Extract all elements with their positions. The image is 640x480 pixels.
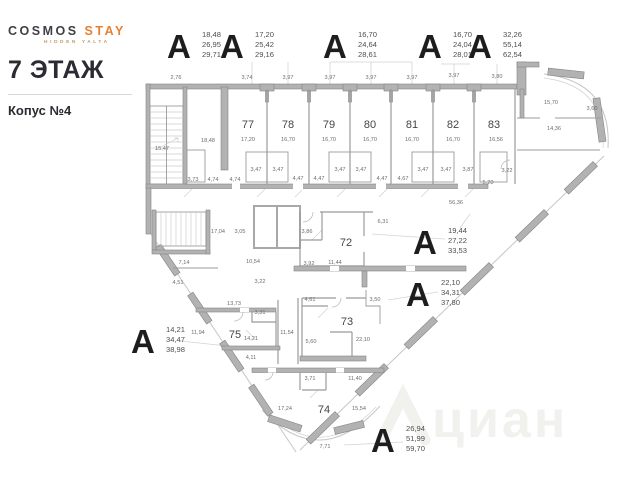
room-number-78: 78 — [281, 119, 295, 131]
dim-label: 14,36 — [547, 126, 561, 132]
header-divider — [8, 94, 132, 95]
dim-label: 3,86 — [301, 229, 313, 235]
dim-label: 3,87 — [462, 167, 474, 173]
room-number-73: 73 — [340, 316, 354, 328]
middle-walls — [196, 160, 510, 390]
dim-label: 17,04 — [211, 229, 225, 235]
logo — [8, 24, 158, 38]
unit-area: 28,01 — [453, 50, 473, 59]
unit-area: 29,16 — [255, 50, 275, 59]
unit-letter: А — [131, 323, 155, 360]
room-number-79: 79 — [322, 119, 336, 131]
room-number-74: 74 — [317, 404, 331, 416]
floor-title: 7 ЭТАЖ — [8, 56, 104, 84]
cian-watermark-text: циан — [432, 391, 569, 449]
dim-label: 7,71 — [319, 444, 331, 450]
dim-label: 4,47 — [292, 176, 304, 182]
unit-area: 26,95 — [202, 40, 222, 49]
dim-label: 15,47 — [155, 146, 169, 152]
room-number-82: 82 — [446, 119, 460, 131]
dim-label: 3,71 — [304, 376, 316, 382]
unit-letter: А — [371, 422, 395, 459]
dim-label: 3,60 — [586, 106, 598, 112]
dim-label: 4,11 — [245, 355, 257, 361]
unit-area: 18,48 — [202, 30, 222, 39]
unit-letter: А — [418, 28, 442, 65]
dim-label: 3,05 — [234, 229, 246, 235]
logo-stay: STAY — [84, 24, 126, 38]
dim-label: 16,70 — [281, 137, 295, 143]
dim-label: 11,44 — [328, 260, 342, 266]
dim-label: 3,47 — [250, 167, 262, 173]
unit-area: 38,98 — [166, 345, 186, 354]
dim-label: 5,20 — [482, 180, 494, 186]
unit-area: 55,14 — [503, 40, 523, 49]
dim-label: 56,36 — [449, 200, 463, 206]
dim-label: 16,70 — [405, 137, 419, 143]
dim-label: 15,70 — [544, 100, 558, 106]
dim-label: 6,31 — [377, 219, 389, 225]
dim-label: 5,60 — [305, 339, 317, 345]
unit-area: 22,10 — [441, 278, 461, 287]
unit-area: 28,61 — [358, 50, 378, 59]
unit-area: 19,44 — [448, 226, 468, 235]
dim-label: 3,80 — [491, 74, 503, 80]
dim-label: 11,40 — [348, 376, 362, 382]
dim-label: 3,47 — [440, 167, 452, 173]
dim-label: 3,73 — [187, 177, 199, 183]
header — [8, 24, 158, 118]
unit-letter: А — [220, 28, 244, 65]
dim-label: 3,74 — [241, 75, 253, 81]
dim-label: 4,74 — [207, 177, 219, 183]
dim-label: 3,47 — [417, 167, 429, 173]
unit-area: 16,70 — [453, 30, 473, 39]
dim-label: 3,50 — [369, 297, 381, 303]
room-number-81: 81 — [405, 119, 419, 131]
dim-label: 3,22 — [501, 168, 513, 174]
dim-label: 11,54 — [280, 330, 294, 336]
unit-area: 33,53 — [448, 246, 468, 255]
dim-label: 3,47 — [355, 167, 367, 173]
dim-label: 3,22 — [254, 279, 266, 285]
dim-label: 4,47 — [376, 176, 388, 182]
dim-label: 22,10 — [356, 337, 370, 343]
unit-letter: А — [167, 28, 191, 65]
dim-label: 7,14 — [178, 260, 190, 266]
dim-label: 4,51 — [172, 280, 184, 286]
dim-label: 3,31 — [254, 310, 266, 316]
unit-letter: А — [413, 224, 437, 261]
dim-label: 3,97 — [406, 75, 418, 81]
unit-letter: А — [468, 28, 492, 65]
building-label: Копус №4 — [8, 103, 72, 118]
unit-area: 25,42 — [255, 40, 275, 49]
unit-letter: А — [323, 28, 347, 65]
outer-walls — [146, 62, 606, 234]
dim-label: 11,94 — [191, 330, 205, 336]
unit-area: 16,70 — [358, 30, 378, 39]
dim-label: 4,47 — [313, 176, 325, 182]
room-number-72: 72 — [339, 237, 353, 249]
dim-label: 3,97 — [448, 73, 460, 79]
room-number-75: 75 — [228, 329, 242, 341]
unit-area: 24,04 — [453, 40, 473, 49]
elevator-shafts — [254, 206, 300, 248]
dim-label: 3,97 — [282, 75, 294, 81]
unit-area: 62,54 — [503, 50, 523, 59]
unit-area: 14,21 — [166, 325, 186, 334]
dim-label: 3,97 — [324, 75, 336, 81]
unit-area: 17,20 — [255, 30, 275, 39]
unit-area: 51,99 — [406, 434, 426, 443]
dim-label: 4,67 — [397, 176, 409, 182]
dim-label: 2,76 — [170, 75, 182, 81]
dim-label: 14,21 — [244, 336, 258, 342]
unit-area: 29,71 — [202, 50, 222, 59]
dim-label: 4,61 — [304, 297, 316, 303]
unit-area: 27,22 — [448, 236, 468, 245]
unit-area: 37,80 — [441, 298, 461, 307]
dim-label: 10,54 — [246, 259, 260, 265]
dim-label: 17,24 — [278, 406, 292, 412]
dim-label: 17,20 — [241, 137, 255, 143]
dim-label: 13,73 — [227, 301, 241, 307]
dim-label: 3,47 — [334, 167, 346, 173]
unit-area: 32,26 — [503, 30, 523, 39]
dim-label: 3,97 — [365, 75, 377, 81]
unit-area: 26,94 — [406, 424, 426, 433]
dim-label: 16,70 — [446, 137, 460, 143]
unit-area: 34,47 — [166, 335, 186, 344]
dim-label: 15,54 — [352, 406, 366, 412]
dim-label: 16,56 — [489, 137, 503, 143]
unit-area: 34,31 — [441, 288, 461, 297]
unit-area: 24,64 — [358, 40, 378, 49]
dim-label: 3,47 — [272, 167, 284, 173]
room-number-83: 83 — [487, 119, 501, 131]
dim-label: 16,70 — [322, 137, 336, 143]
room-number-80: 80 — [363, 119, 377, 131]
logo-cosmos: COSMOS — [8, 24, 79, 38]
dim-label: 3,92 — [303, 261, 315, 267]
unit-letter: А — [406, 276, 430, 313]
dim-label: 16,70 — [363, 137, 377, 143]
unit-area: 59,70 — [406, 444, 426, 453]
room-number-77: 77 — [241, 119, 255, 131]
logo-subtitle: HIDDEN YALTA — [44, 40, 110, 45]
dim-label: 4,74 — [229, 177, 241, 183]
dim-label: 18,48 — [201, 138, 215, 144]
